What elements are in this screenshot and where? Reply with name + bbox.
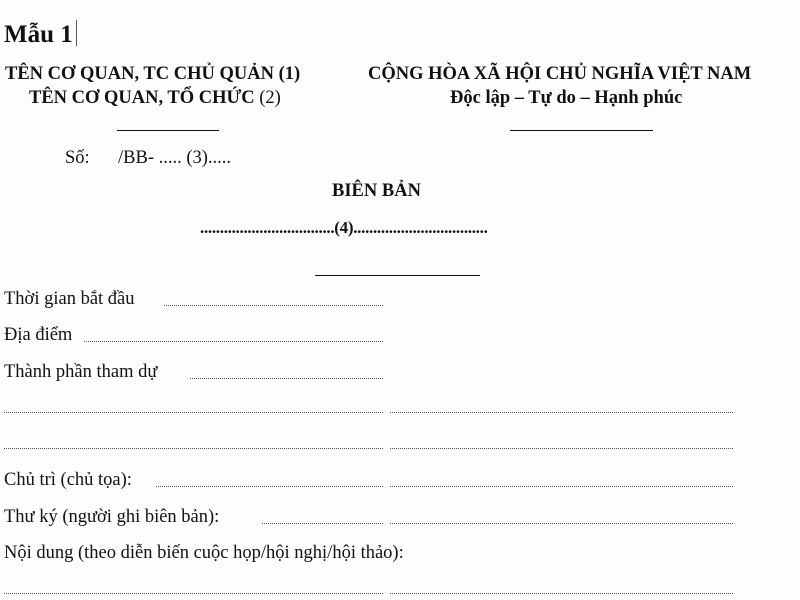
- left-header-line1: TÊN CƠ QUAN, TC CHỦ QUẢN (1): [5, 64, 301, 84]
- attendees-line-2b[interactable]: [390, 448, 733, 449]
- right-header-rule: [510, 130, 653, 131]
- form-label-text: Mẫu 1: [4, 21, 73, 48]
- left-header-num: (2): [259, 88, 281, 108]
- field-secretary-label: Thư ký (người ghi biên bản):: [4, 507, 220, 527]
- field-attendees-label: Thành phần tham dự: [4, 362, 158, 382]
- content-line-1b[interactable]: [390, 593, 733, 594]
- document-title: BIÊN BẢN: [332, 181, 421, 201]
- form-label: [4, 20, 77, 49]
- field-location-label: Địa điểm: [4, 325, 73, 345]
- content-line-1a[interactable]: [4, 593, 383, 594]
- attendees-line-2a[interactable]: [4, 448, 383, 449]
- field-secretary-input-b[interactable]: [390, 523, 733, 524]
- field-chair-input-b[interactable]: [390, 486, 733, 487]
- number-value: /BB- ..... (3).....: [118, 148, 232, 168]
- title-rule: [315, 275, 480, 276]
- field-content-label: Nội dung (theo diễn biến cuộc họp/hội nghị/hội thảo):: [4, 543, 404, 563]
- field-chair-label: Chủ trì (chủ tọa):: [4, 470, 132, 490]
- left-header-org: TÊN CƠ QUAN, TỔ CHỨC: [29, 88, 255, 108]
- field-location-input[interactable]: [84, 341, 383, 342]
- attendees-line-1b[interactable]: [390, 412, 733, 413]
- field-chair-input-a[interactable]: [156, 486, 383, 487]
- field-start-time-label: Thời gian bắt đầu: [4, 289, 135, 309]
- text-cursor: [76, 20, 77, 46]
- national-motto: Độc lập – Tự do – Hạnh phúc: [450, 88, 683, 108]
- document-subtitle: ..................................(4)..................................: [200, 218, 488, 237]
- attendees-line-1a[interactable]: [4, 412, 383, 413]
- field-secretary-input-a[interactable]: [262, 523, 383, 524]
- left-header-rule: [117, 130, 219, 131]
- national-title: CỘNG HÒA XÃ HỘI CHỦ NGHĨA VIỆT NAM: [368, 64, 752, 84]
- field-start-time-input[interactable]: [164, 305, 383, 306]
- field-attendees-input[interactable]: [190, 378, 383, 379]
- number-label: Số:: [65, 148, 90, 168]
- left-header-line2: [29, 88, 281, 109]
